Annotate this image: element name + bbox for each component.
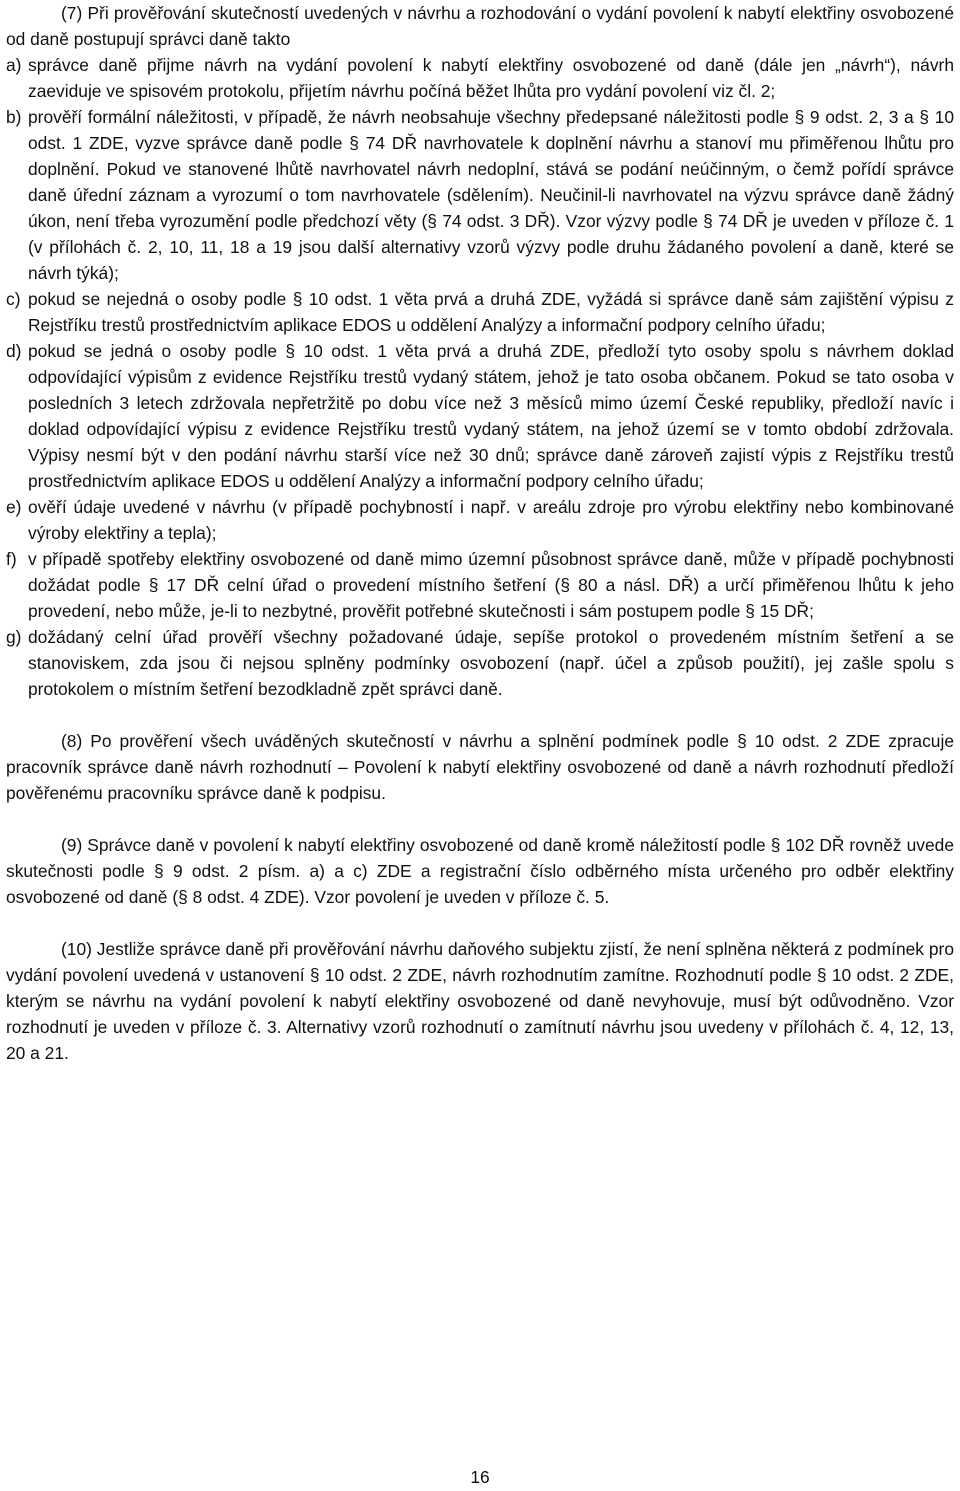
list-item-text: dožádaný celní úřad prověří všechny požadované údaje, sepíše protokol o provedeném místním šetření a se stanoviskem, zda jsou či nejsou splněny podmínky osvobození (např. účel a způsob použití), jej zašle spolu s protokolem o místním šetření bezodkladně zpět správci daně. (28, 627, 954, 699)
list-item-label: b) (6, 107, 22, 127)
list-item-text: správce daně přijme návrh na vydání povolení k nabytí elektřiny osvobozené od daně (dále jen „návrh“), návrh zaeviduje ve spisovém protokolu, přijetím návrhu počíná běžet lhůta pro vydání povolení viz čl. 2; (28, 55, 954, 101)
list-item-label: g) (6, 627, 22, 647)
page-number: 16 (470, 1467, 490, 1487)
list-item-text: ověří údaje uvedené v návrhu (v případě pochybností i např. v areálu zdroje pro výrobu elektřiny nebo kombinované výroby elektřiny a tepla); (28, 497, 954, 543)
paragraph-9: (9) Správce daně v povolení k nabytí elektřiny osvobozené od daně kromě náležitostí podle § 102 DŘ rovněž uvede skutečnosti podle § 9 odst. 2 písm. a) a c) ZDE a registrační číslo odběrného místa určeného pro odběr elektřiny osvobozené od daně (§ 8 odst. 4 ZDE). Vzor povolení je uveden v příloze č. 5. (6, 835, 954, 907)
list-item-label: d) (6, 341, 22, 361)
paragraph-7-list (6, 52, 954, 702)
list-item-g (6, 624, 954, 702)
list-item-c (6, 286, 954, 338)
list-item-text: prověří formální náležitosti, v případě, že návrh neobsahuje všechny předepsané náležitosti podle § 9 odst. 2, 3 a § 10 odst. 1 ZDE, vyzve správce daně podle § 74 DŘ navrhovatele k doplnění návrhu a stanoví mu přiměřenou lhůtu pro doplnění. Pokud ve stanovené lhůtě navrhovatel návrh nedoplní, stává se podání neúčinným, o čemž pořídí správce daně úřední záznam a vyrozumí o tom navrhovatele (sdělením). Neučinil-li navrhovatel na výzvu správce daně žádný úkon, není třeba vyrozumění podle předchozí věty (§ 74 odst. 3 DŘ). Vzor výzvy podle § 74 DŘ je uveden v příloze č. 1 (v přílohách č. 2, 10, 11, 18 a 19 jsou další alternativy vzorů výzvy podle druhu žádaného povolení a daně, které se návrh týká); (28, 107, 954, 283)
list-item-f (6, 546, 954, 624)
list-item-text: pokud se jedná o osoby podle § 10 odst. 1 věta prvá a druhá ZDE, předloží tyto osoby spolu s návrhem doklad odpovídající výpisům z evidence Rejstříku trestů vydaný státem, jehož je tato osoba občanem. Pokud se tato osoba v posledních 3 letech zdržovala nepřetržitě po dobu více než 3 měsíců mimo území České republiky, předloží navíc i doklad odpovídající výpisu z evidence Rejstříku trestů vydaný státem, na jehož území se v tomto období zdržovala. Výpisy nesmí být v den podání návrhu starší více než 30 dnů; správce daně zároveň zajistí výpis z Rejstříku trestů prostřednictvím aplikace EDOS u oddělení Analýzy a informační podpory celního úřadu; (28, 341, 954, 491)
list-item-a (6, 52, 954, 104)
list-item-text: v případě spotřeby elektřiny osvobozené od daně mimo územní působnost správce daně, může v případě pochybnosti dožádat podle § 17 DŘ celní úřad o provedení místního šetření (§ 80 a násl. DŘ) a určí přiměřenou lhůtu k jeho provedení, nebo může, je-li to nezbytné, prověřit potřebné skutečnosti i sám postupem podle § 15 DŘ; (28, 549, 954, 621)
paragraph-7-intro: (7) Při prověřování skutečností uvedených v návrhu a rozhodování o vydání povolení k nabytí elektřiny osvobozené od daně postupují správci daně takto (6, 3, 954, 49)
list-item-label: c) (6, 289, 21, 309)
list-item-label: a) (6, 55, 22, 75)
list-item-b (6, 104, 954, 286)
list-item-text: pokud se nejedná o osoby podle § 10 odst. 1 věta prvá a druhá ZDE, vyžádá si správce daně sám zajištění výpisu z Rejstříku trestů prostřednictvím aplikace EDOS u oddělení Analýzy a informační podpory celního úřadu; (28, 289, 954, 335)
list-item-e (6, 494, 954, 546)
list-item-label: f) (6, 549, 17, 569)
list-item-label: e) (6, 497, 22, 517)
list-item-d (6, 338, 954, 494)
paragraph-8: (8) Po prověření všech uváděných skutečností v návrhu a splnění podmínek podle § 10 odst. 2 ZDE zpracuje pracovník správce daně návrh rozhodnutí – Povolení k nabytí elektřiny osvobozené od daně a návrh rozhodnutí předloží pověřenému pracovníku správce daně k podpisu. (6, 731, 954, 803)
paragraph-10: (10) Jestliže správce daně při prověřování návrhu daňového subjektu zjistí, že není splněna některá z podmínek pro vydání povolení uvedená v ustanovení § 10 odst. 2 ZDE, návrh rozhodnutím zamítne. Rozhodnutí podle § 10 odst. 2 ZDE, kterým se návrhu na vydání povolení k nabytí elektřiny osvobozené od daně nevyhovuje, musí být odůvodněno. Vzor rozhodnutí je uveden v příloze č. 3. Alternativy vzorů rozhodnutí o zamítnutí návrhu jsou uvedeny v přílohách č. 4, 12, 13, 20 a 21. (6, 939, 954, 1063)
